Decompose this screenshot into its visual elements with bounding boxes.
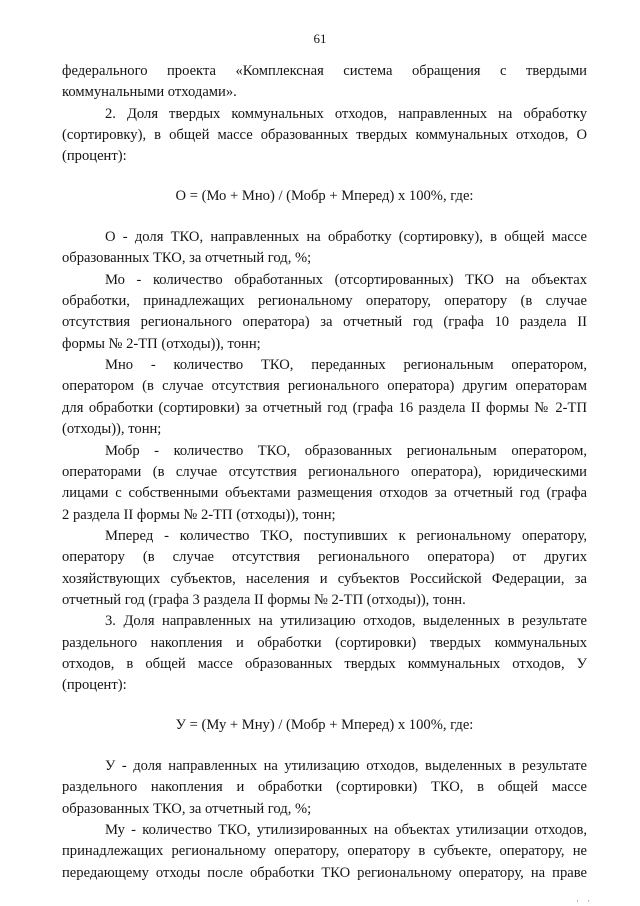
text-line: 3. Доля направленных на утилизацию отходов, выделенных в результате xyxy=(105,613,587,630)
text-line: федерального проекта «Комплексная система обращения с твердыми xyxy=(62,63,587,79)
text-line: хозяйствующих субъектов, населения и субъектов Российской Федерации, за xyxy=(62,570,587,587)
page-number: 61 xyxy=(313,31,327,46)
text-line: (сортировку), в общей массе образованных твердых коммунальных отходов, О xyxy=(62,127,587,144)
text-line: раздельного накопления и обработки (сортировки) твердых коммунальных xyxy=(62,634,587,651)
text-line: отсутствия регионального оператора) за отчетный год (графа 10 раздела II xyxy=(62,314,587,331)
scan-edge-mark: · · xyxy=(576,896,594,906)
text-line: (отходы)), тонн; xyxy=(62,421,162,438)
definition-u xyxy=(62,756,587,820)
text-line: раздельного накопления и обработки (сортировки) ТКО, в общей массе xyxy=(62,779,587,796)
text-line: образованных ТКО, за отчетный год, %; xyxy=(62,800,312,817)
text-line: принадлежащих региональному оператору, оператору в субъекте, оператору, не xyxy=(62,843,587,860)
text-line: операторами (в случае отсутствия регионального оператора), юридическими xyxy=(62,463,587,480)
definition-mu xyxy=(62,820,587,884)
text-line: Мо - количество обработанных (отсортированных) ТКО на объектах xyxy=(105,271,587,288)
text-line: образованных ТКО, за отчетный год, %; xyxy=(62,250,312,267)
text-line: 2. Доля твердых коммунальных отходов, направленных на обработку xyxy=(105,105,587,122)
text-line: Му - количество ТКО, утилизированных на объектах утилизации отходов, xyxy=(105,822,587,838)
text-line: оператору (в случае отсутствия регионального оператора) от других xyxy=(62,549,587,566)
text-line: формы № 2-ТП (отходы)), тонн; xyxy=(62,335,261,352)
text-line: Мперед - количество ТКО, поступивших к региональному оператору, xyxy=(105,527,587,544)
text-line: Мобр - количество ТКО, образованных региональным оператором, xyxy=(105,442,587,459)
text-line: У - доля направленных на утилизацию отходов, выделенных в результате xyxy=(105,757,587,774)
definition-mo xyxy=(62,270,587,355)
text-line: для обработки (сортировки) за отчетный год (графа 16 раздела II формы № 2-ТП xyxy=(62,399,587,416)
paragraph-item-3 xyxy=(62,611,587,696)
text-line: отходов, в общей массе образованных твердых коммунальных отходов, У xyxy=(62,655,587,672)
paragraph-item-2 xyxy=(62,104,587,168)
text-line: (процент): xyxy=(62,677,127,694)
text-line: обработки, принадлежащих региональному оператору, оператору (в случае xyxy=(62,293,587,310)
text-line: Мно - количество ТКО, переданных региональным оператором, xyxy=(105,357,587,374)
text-line: передающему отходы после обработки ТКО региональному оператору, на праве xyxy=(62,864,587,881)
text-line: О - доля ТКО, направленных на обработку (сортировку), в общей массе xyxy=(105,229,587,246)
definition-mobr xyxy=(62,441,587,526)
formula-sorting-share: О = (Мо + Мно) / (Мобр + Мперед) x 100%, где: xyxy=(175,187,474,204)
document-body xyxy=(62,61,587,884)
definition-o xyxy=(62,227,587,270)
text-line: оператором (в случае отсутствия регионального оператора) другим операторам xyxy=(62,378,587,395)
definition-mpered xyxy=(62,526,587,611)
definition-mno xyxy=(62,355,587,440)
text-line: 2 раздела II формы № 2-ТП (отходы)), тонн; xyxy=(62,506,336,523)
text-line: отчетный год (графа 3 раздела II формы № 2-ТП (отходы)), тонн. xyxy=(62,591,466,608)
text-line: лицами с собственными объектами размещения отходов за отчетный год (графа xyxy=(62,485,587,502)
text-line: коммунальными отходами». xyxy=(62,84,237,101)
text-line: (процент): xyxy=(62,148,127,165)
formula-utilization-share: У = (Му + Мну) / (Мобр + Мперед) x 100%, где: xyxy=(175,716,474,733)
paragraph-continuation xyxy=(62,61,587,104)
